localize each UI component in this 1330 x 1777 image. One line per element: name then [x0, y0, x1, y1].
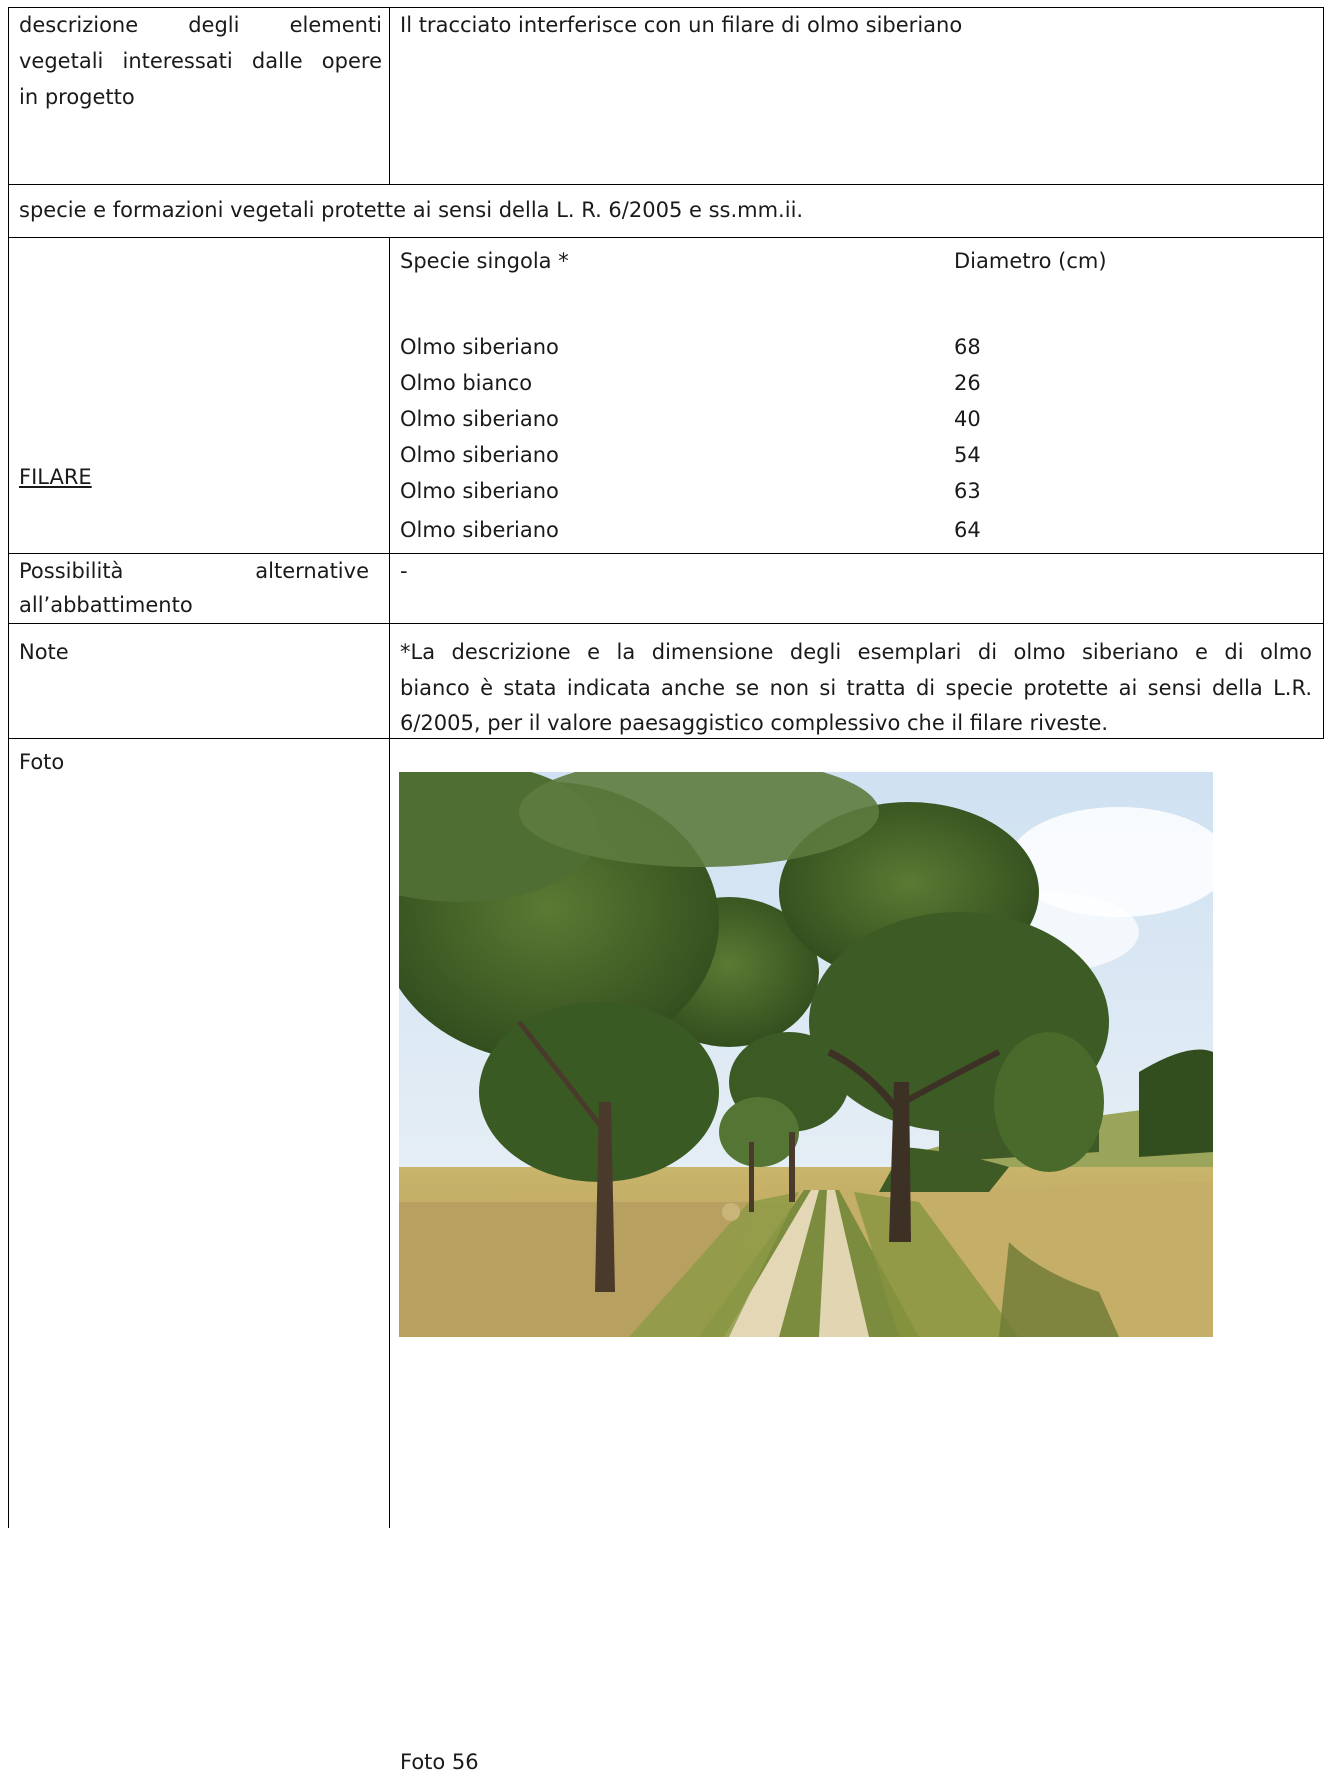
table-row: [944, 329, 1322, 366]
row-description-label-cell: [8, 7, 391, 186]
table-row: [944, 437, 1322, 474]
filare-label: FILARE: [19, 465, 92, 489]
species-value: Olmo siberiano: [400, 518, 559, 542]
alternatives-value: -: [400, 559, 408, 583]
diameter-value: 54: [954, 443, 981, 467]
description-label-line1: descrizione degli elementi: [19, 13, 382, 37]
filare-label-cell: [8, 237, 391, 555]
diameter-header-cell: [944, 238, 1322, 331]
diameter-value: 63: [954, 479, 981, 503]
alternatives-value-cell: [389, 553, 1324, 625]
species-value: Olmo siberiano: [400, 407, 559, 431]
table-row: [944, 365, 1322, 402]
diameter-value: 68: [954, 335, 981, 359]
landscape-photo: [399, 772, 1213, 1337]
diameter-value: 40: [954, 407, 981, 431]
diameter-value: 26: [954, 371, 981, 395]
note-line3: 6/2005, per il valore paesaggistico complessivo che il filare riveste.: [400, 711, 1109, 735]
alternatives-label-line2: all’abbattimento: [19, 593, 193, 617]
row-description-value-cell: [389, 7, 1324, 186]
foto-label: Foto: [19, 750, 65, 774]
diameter-value: 64: [954, 518, 981, 542]
species-value: Olmo siberiano: [400, 443, 559, 467]
alternatives-label-cell: [8, 553, 391, 625]
foto-caption: Foto 56: [400, 1750, 479, 1774]
description-label-line3: in progetto: [19, 85, 135, 109]
description-value: Il tracciato interferisce con un filare di olmo siberiano: [400, 13, 963, 37]
table-row: [944, 401, 1322, 438]
protected-species-heading-cell: [8, 184, 1324, 239]
note-line2: bianco è stata indicata anche se non si tratta di specie protette ai sensi della L.R.: [400, 676, 1312, 700]
table-row: [390, 473, 946, 510]
table-row: [390, 509, 946, 553]
alternatives-label-line1: Possibilità alternative: [19, 559, 369, 583]
description-label-line2: vegetali interessati dalle opere: [19, 49, 382, 73]
note-label-cell: [8, 623, 391, 740]
diameter-header: Diametro (cm): [954, 249, 1107, 273]
table-row: [390, 437, 946, 474]
note-value-cell: [389, 623, 1324, 740]
table-row: [390, 329, 946, 366]
protected-species-heading: specie e formazioni vegetali protette ai sensi della L. R. 6/2005 e ss.mm.ii.: [19, 198, 804, 222]
foto-label-cell: [8, 738, 391, 1528]
species-value: Olmo siberiano: [400, 335, 559, 359]
table-row: [944, 509, 1322, 553]
note-line1: *La descrizione e la dimensione degli esemplari di olmo siberiano e di olmo: [400, 640, 1312, 664]
note-label: Note: [19, 640, 69, 664]
filare-table-cell: [389, 237, 1324, 555]
species-value: Olmo bianco: [400, 371, 533, 395]
table-row: [390, 365, 946, 402]
species-header-cell: [390, 238, 946, 331]
form-table: [8, 7, 1324, 1774]
species-header: Specie singola *: [400, 249, 569, 273]
species-value: Olmo siberiano: [400, 479, 559, 503]
table-row: [390, 401, 946, 438]
table-row: [944, 473, 1322, 510]
